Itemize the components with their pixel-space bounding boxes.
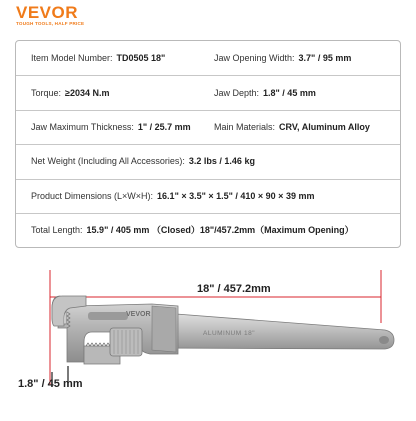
spec-value: 3.2 lbs / 1.46 kg: [188, 156, 255, 167]
spec-cell: [31, 180, 314, 213]
spec-cell: [214, 111, 370, 144]
spec-label: Jaw Opening Width:: [214, 52, 295, 63]
jaw-brand-mark: VEVOR: [126, 311, 151, 318]
spec-label: Total Length:: [31, 225, 83, 236]
spec-value: 3.7" / 95 mm: [298, 52, 352, 63]
spec-label: Product Dimensions (L×W×H):: [31, 190, 154, 201]
vevor-logo: [16, 4, 112, 28]
spec-value: TD0505 18": [116, 52, 166, 63]
wrench-diagram: [0, 250, 416, 416]
spec-label: Main Materials:: [214, 121, 276, 132]
spec-cell: [214, 76, 316, 109]
spec-label: Torque:: [31, 87, 62, 98]
spec-row: [16, 110, 400, 144]
wrench-frame: [152, 306, 176, 352]
spec-cell: [214, 41, 351, 75]
spec-label: Net Weight (Including All Accessories):: [31, 156, 185, 167]
spec-table: [15, 40, 401, 248]
spec-row: [16, 144, 400, 178]
spec-value: 15.9" / 405 mm （Closed）18"/457.2mm（Maximum Opening）: [86, 225, 354, 236]
spec-row: [16, 41, 400, 75]
spec-cell: [31, 76, 110, 109]
spec-label: Item Model Number:: [31, 52, 113, 63]
spec-row: [16, 75, 400, 109]
logo-text: VEVOR: [16, 3, 79, 22]
spec-cell: [31, 111, 191, 144]
spec-value: CRV, Aluminum Alloy: [279, 121, 370, 132]
handle-engraving: ALUMINUM 18": [203, 330, 256, 337]
logo-tagline: TOUGH TOOLS, HALF PRICE: [16, 21, 85, 26]
spec-row: [16, 179, 400, 213]
spec-row: [16, 213, 400, 247]
wrench-handle: [150, 312, 394, 349]
length-dimension-label: 18" / 457.2mm: [197, 283, 271, 295]
spec-value: 1" / 25.7 mm: [137, 121, 191, 132]
spec-cell: [31, 41, 165, 75]
jaw-slot: [88, 312, 128, 320]
spec-cell: [31, 214, 354, 247]
spec-cell: [31, 145, 255, 178]
jaw-depth-label: 1.8" / 45 mm: [18, 378, 83, 390]
spec-label: Jaw Depth:: [214, 87, 260, 98]
spec-label: Jaw Maximum Thickness:: [31, 121, 134, 132]
handle-hang-hole: [379, 336, 389, 344]
spec-value: 16.1" × 3.5" × 1.5" / 410 × 90 × 39 mm: [157, 190, 315, 201]
spec-value: 1.8" / 45 mm: [263, 87, 316, 98]
spec-value: ≥2034 N.m: [65, 87, 110, 98]
